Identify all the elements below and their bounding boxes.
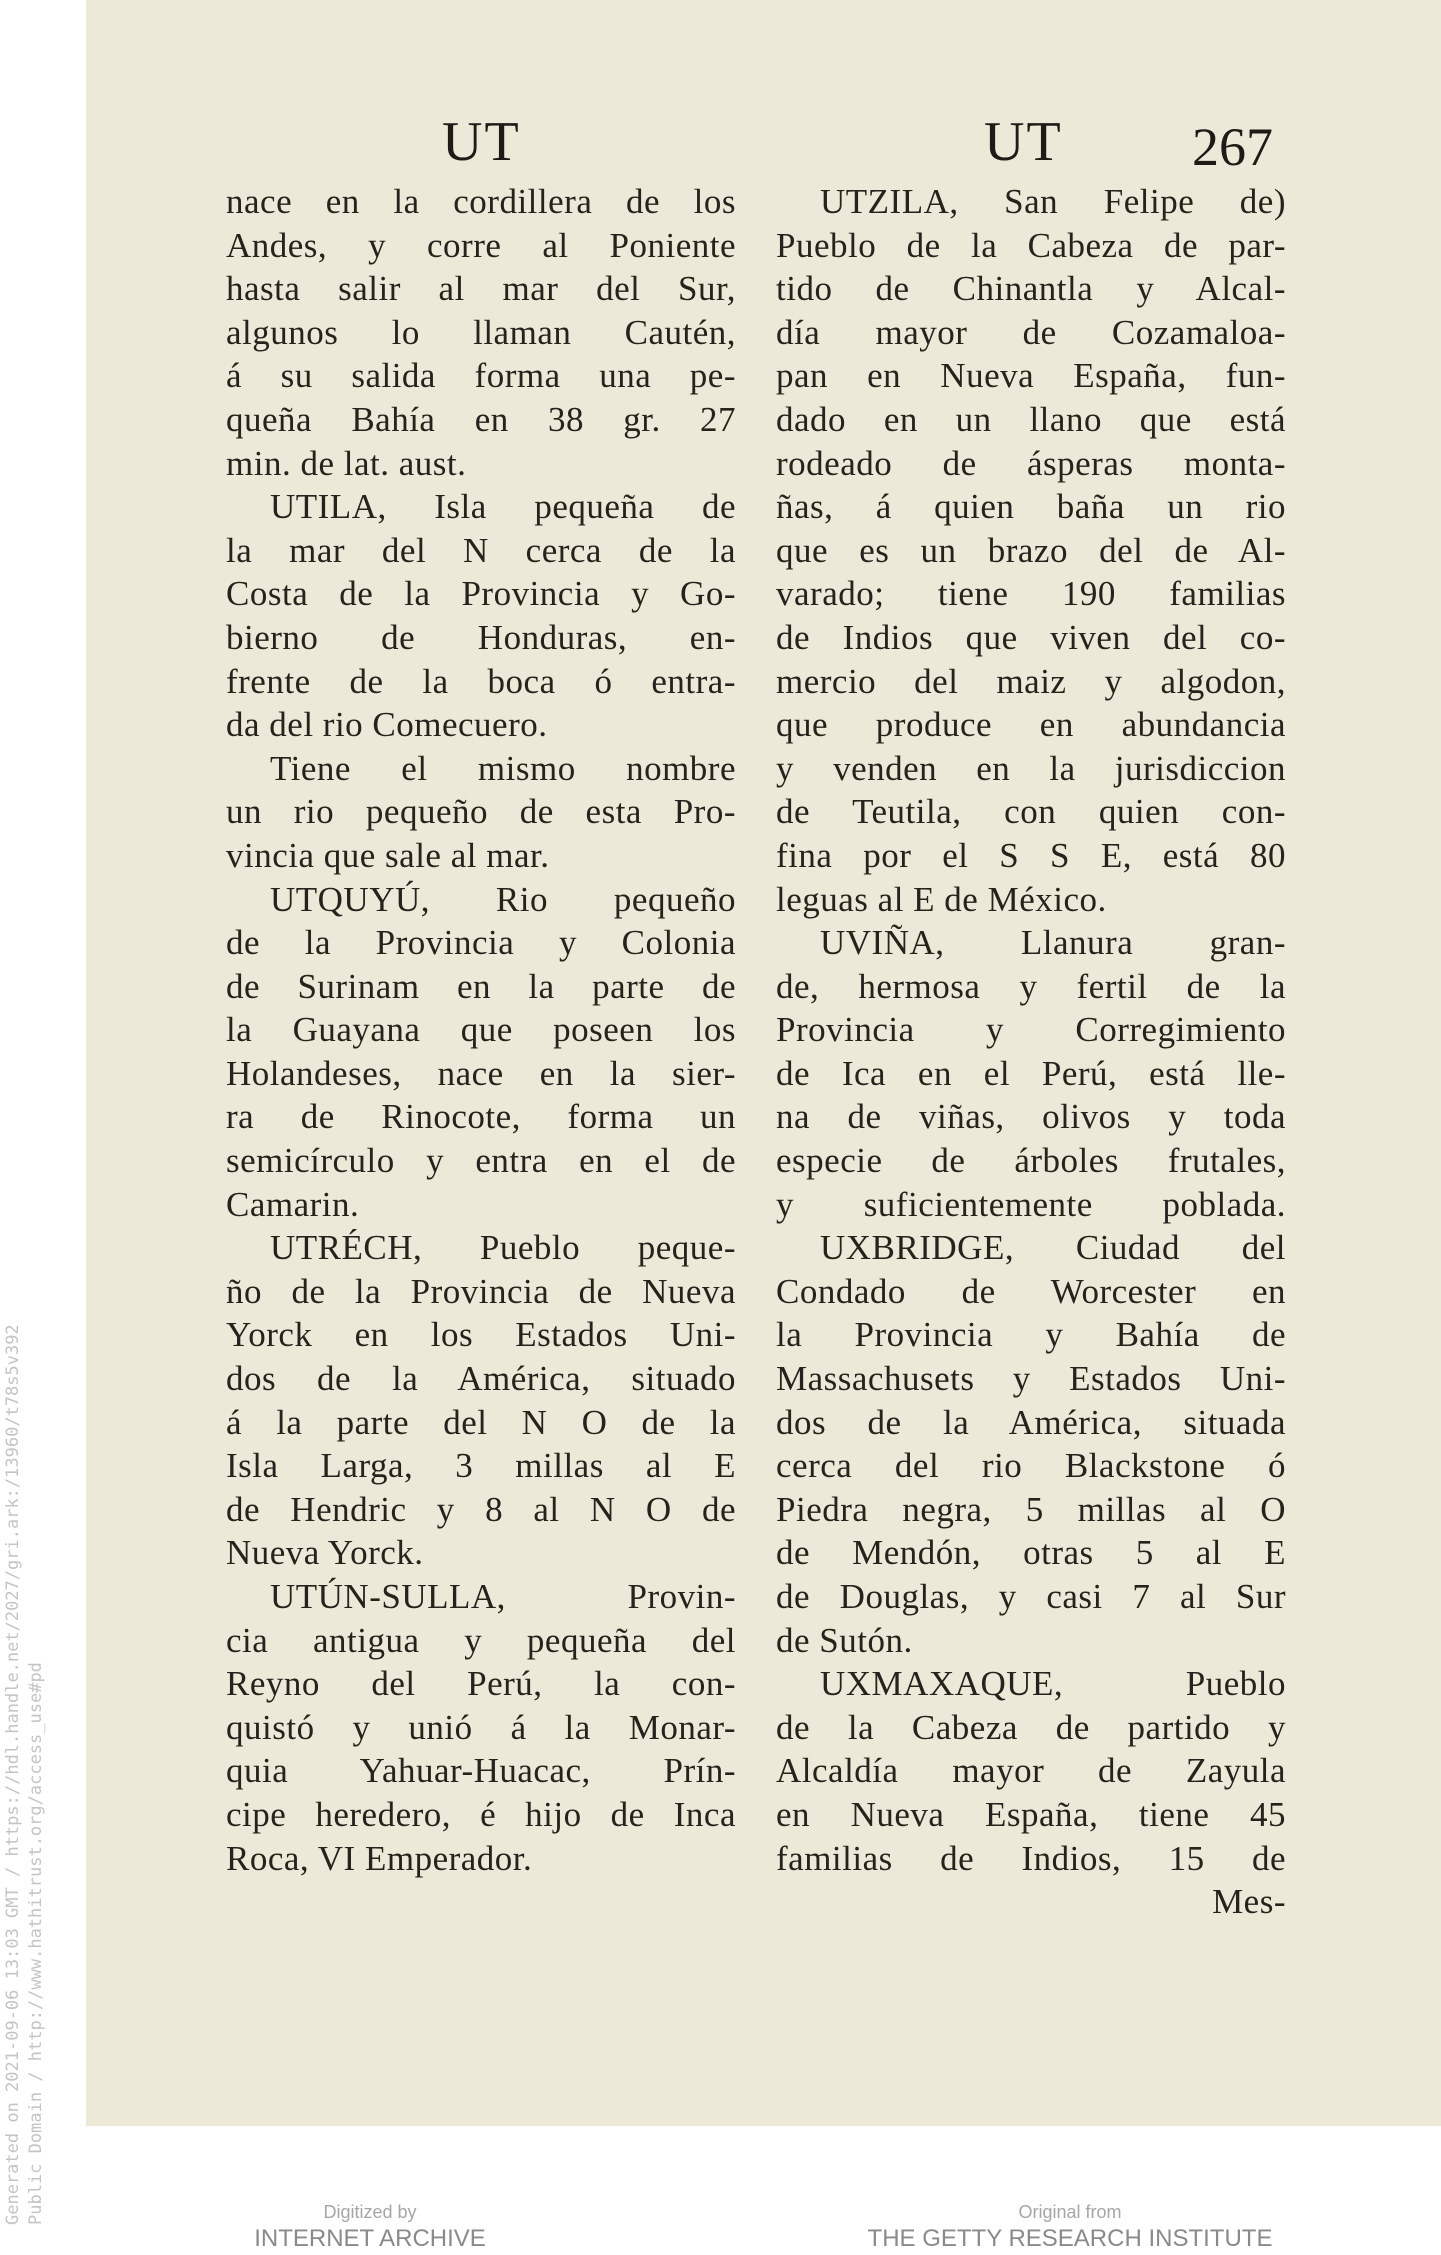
text-line: da del rio Comecuero. (226, 705, 548, 745)
text-line: Nueva Yorck. (226, 1533, 424, 1573)
text-line: UTRÉCH, Pueblo peque- (270, 1228, 736, 1268)
text-line: de, hermosa y fertil de la (776, 966, 1286, 1006)
text-line: vincia que sale al mar. (226, 835, 550, 875)
text-line: dos de la América, situada (776, 1402, 1286, 1442)
text-line: rodeado de ásperas monta- (776, 443, 1286, 483)
text-line: un rio pequeño de esta Pro- (226, 792, 736, 832)
text-line: quistó y unió á la Monar- (226, 1707, 736, 1747)
text-line: cipe heredero, é hijo de Inca (226, 1794, 736, 1834)
text-line: mercio del maiz y algodon, (776, 661, 1286, 701)
footer-original-from (860, 2200, 1280, 2254)
text-line: Condado de Worcester en (776, 1271, 1286, 1311)
text-line: que produce en abundancia (776, 705, 1286, 745)
text-line: UXMAXAQUE, Pueblo (820, 1664, 1286, 1704)
right-column (776, 180, 1286, 1924)
text-line: Yorck en los Estados Uni- (226, 1315, 736, 1355)
text-line: especie de árboles frutales, (776, 1141, 1286, 1181)
text-line: Isla Larga, 3 millas al E (226, 1446, 736, 1486)
running-head-left: UT (442, 111, 521, 173)
footer-digitizer-name: INTERNET ARCHIVE (254, 2225, 486, 2252)
text-line: que es un brazo del de Al- (776, 530, 1286, 570)
text-line: Provincia y Corregimiento (776, 1010, 1286, 1050)
text-line: frente de la boca ó entra- (226, 661, 736, 701)
text-line: de Sutón. (776, 1620, 913, 1660)
text-line: Roca, VI Emperador. (226, 1838, 533, 1878)
text-line: la mar del N cerca de la (226, 530, 736, 570)
text-line: UTQUYÚ, Rio pequeño (270, 879, 736, 919)
text-line: ño de la Provincia de Nueva (226, 1271, 736, 1311)
text-line: de la Cabeza de partido y (776, 1707, 1286, 1747)
text-line: varado; tiene 190 familias (776, 574, 1286, 614)
text-line: Tiene el mismo nombre (270, 748, 736, 788)
text-line: ra de Rinocote, forma un (226, 1097, 736, 1137)
text-line: día mayor de Cozamaloa- (776, 312, 1286, 352)
text-line: en Nueva España, tiene 45 (776, 1794, 1286, 1834)
text-line: fina por el S S E, está 80 (776, 835, 1286, 875)
text-line: y venden en la jurisdiccion (776, 748, 1286, 788)
text-line: UTÚN-SULLA, Provin- (270, 1577, 736, 1616)
text-line: Mes- (1212, 1882, 1286, 1922)
text-line: la Provincia y Bahía de (776, 1315, 1286, 1355)
text-line: y suficientemente poblada. (776, 1184, 1286, 1224)
footer-digitized-label: Digitized by (323, 2202, 417, 2222)
text-line: de Ica en el Perú, está lle- (776, 1053, 1286, 1093)
footer-digitized-by (220, 2200, 520, 2254)
text-line: cerca del rio Blackstone ó (776, 1446, 1286, 1486)
text-line: UTZILA, San Felipe de) (820, 182, 1286, 221)
text-line: UVIÑA, Llanura gran- (820, 923, 1286, 963)
text-line: familias de Indios, 15 de (776, 1838, 1286, 1878)
text-line: cia antigua y pequeña del (226, 1620, 736, 1660)
text-line: ñas, á quien baña un rio (776, 487, 1286, 527)
text-line: algunos lo llaman Cautén, (226, 312, 736, 352)
footer-original-label: Original from (1018, 2202, 1122, 2222)
text-line: dos de la América, situado (226, 1359, 736, 1399)
text-line: de Hendric y 8 al N O de (226, 1489, 736, 1529)
left-column (226, 180, 736, 1880)
footer-original-source: THE GETTY RESEARCH INSTITUTE (867, 2225, 1273, 2252)
text-line: na de viñas, olivos y toda (776, 1097, 1286, 1137)
text-line: pan en Nueva España, fun- (776, 356, 1286, 396)
page-number: 267 (1192, 117, 1273, 177)
text-line: Alcaldía mayor de Zayula (776, 1751, 1286, 1791)
text-line: Reyno del Perú, la con- (226, 1664, 736, 1704)
text-line: Camarin. (226, 1184, 360, 1224)
text-line: la Guayana que poseen los (226, 1010, 736, 1050)
text-line: de la Provincia y Colonia (226, 923, 736, 963)
text-line: Massachusets y Estados Uni- (776, 1359, 1286, 1399)
text-line: dado en un llano que está (776, 399, 1286, 439)
margin-note-line-2: Public Domain / http://www.hathitrust.org/access_use#pd (26, 1662, 46, 2225)
text-line: Andes, y corre al Poniente (226, 225, 736, 265)
text-line: de Indios que viven del co- (776, 617, 1286, 657)
text-line: nace en la cordillera de los (226, 182, 736, 221)
text-line: hasta salir al mar del Sur, (226, 269, 736, 309)
text-line: tido de Chinantla y Alcal- (776, 269, 1286, 309)
text-line: de Surinam en la parte de (226, 966, 736, 1006)
text-line: de Mendón, otras 5 al E (776, 1533, 1286, 1573)
text-line: de Douglas, y casi 7 al Sur (776, 1577, 1286, 1616)
text-line: Holandeses, nace en la sier- (226, 1053, 736, 1093)
text-line: á la parte del N O de la (226, 1402, 736, 1442)
text-line: Pueblo de la Cabeza de par- (776, 225, 1286, 265)
text-line: min. de lat. aust. (226, 443, 467, 483)
text-line: semicírculo y entra en el de (226, 1141, 736, 1181)
margin-note (2, 1025, 48, 2225)
text-line: bierno de Honduras, en- (226, 617, 736, 657)
running-head-right: UT (984, 111, 1063, 173)
text-line: queña Bahía en 38 gr. 27 (226, 399, 736, 439)
text-line: UTILA, Isla pequeña de (270, 487, 736, 527)
text-line: quia Yahuar-Huacac, Prín- (226, 1751, 736, 1791)
text-line: á su salida forma una pe- (226, 356, 736, 396)
margin-note-line-1: Generated on 2021-09-06 13:03 GMT / https://hdl.handle.net/2027/gri.ark:/13960/t78s5v392 (3, 1324, 23, 2225)
text-line: Piedra negra, 5 millas al O (776, 1489, 1286, 1529)
text-line: Costa de la Provincia y Go- (226, 574, 736, 614)
text-line: leguas al E de México. (776, 879, 1107, 919)
text-line: UXBRIDGE, Ciudad del (820, 1228, 1286, 1268)
text-line: de Teutila, con quien con- (776, 792, 1286, 832)
